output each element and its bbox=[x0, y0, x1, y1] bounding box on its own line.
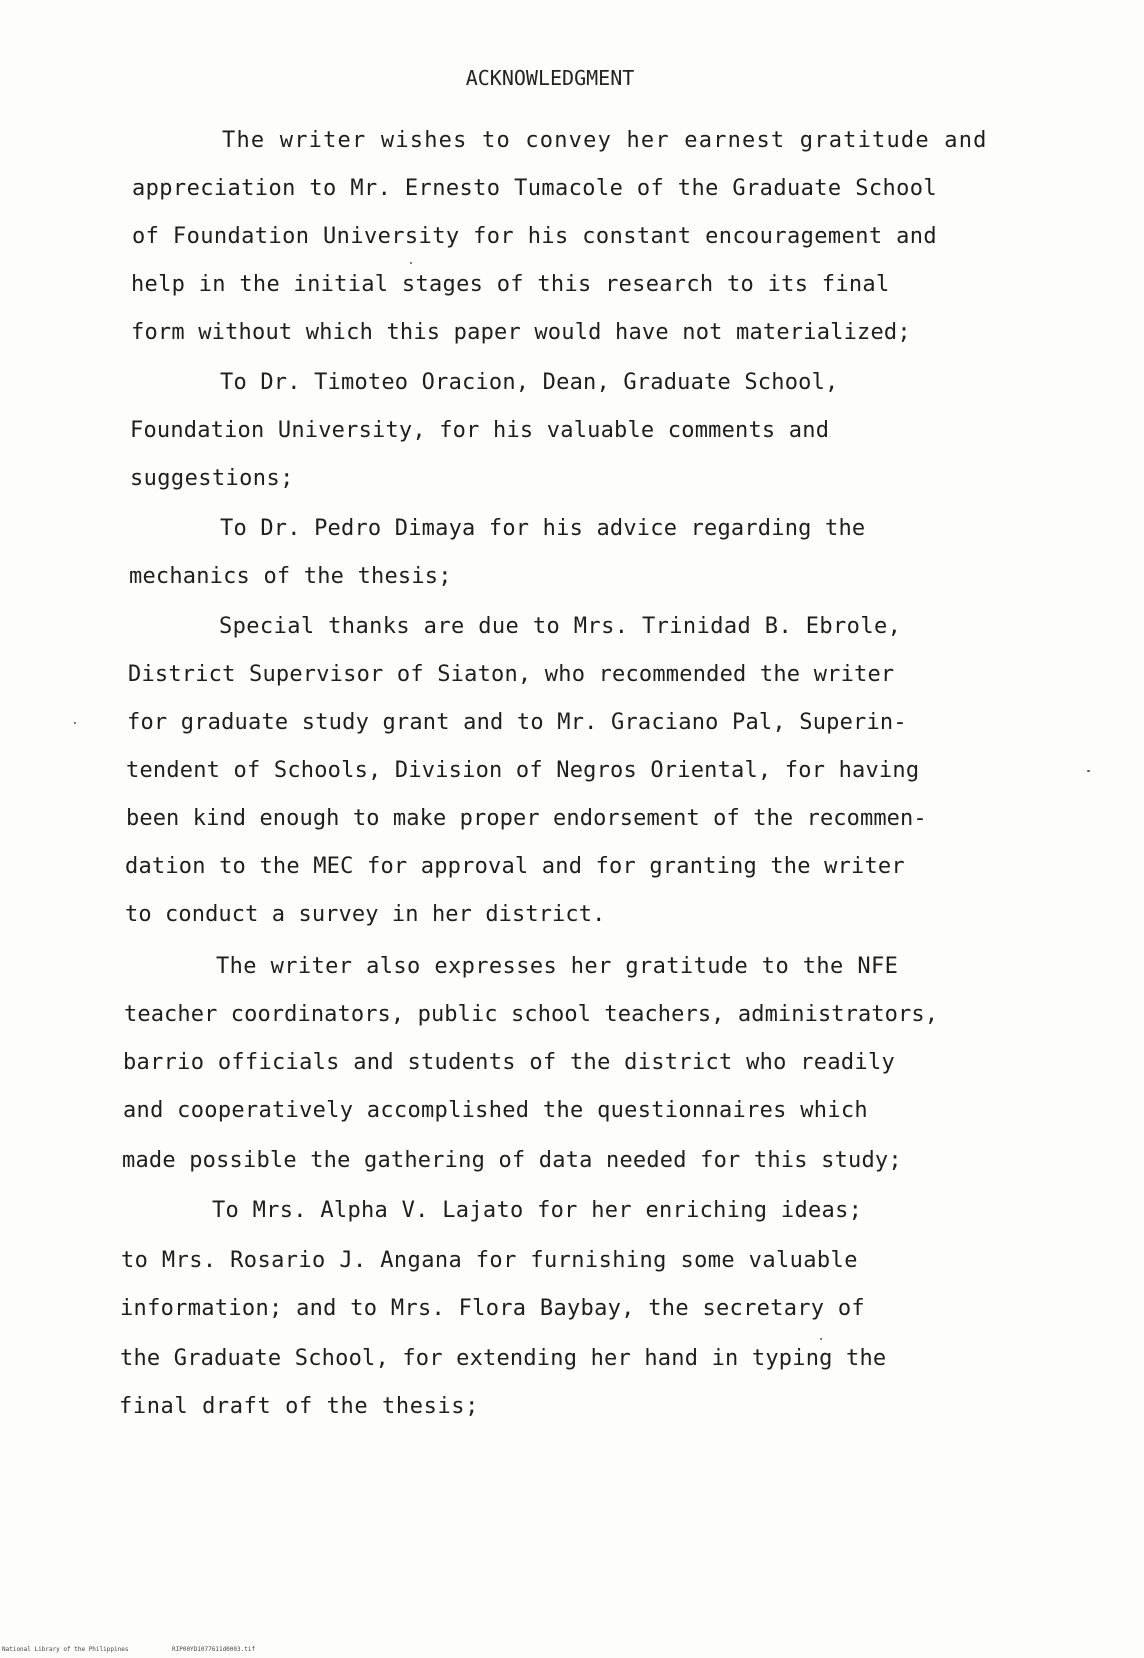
text-line: teacher coordinators, public school teachers, administrators, bbox=[124, 1002, 939, 1027]
text-line: been kind enough to make proper endorsement of the recommen- bbox=[126, 806, 927, 831]
text-line: Special thanks are due to Mrs. Trinidad B. Ebrole, bbox=[219, 614, 902, 639]
page-title: ACKNOWLEDGMENT bbox=[465, 66, 635, 90]
text-line: To Mrs. Alpha V. Lajato for her enriching ideas; bbox=[212, 1198, 863, 1223]
text-line: Foundation University, for his valuable comments and bbox=[130, 418, 830, 443]
text-line: To Dr. Pedro Dimaya for his advice regarding the bbox=[220, 516, 866, 541]
text-line: and cooperatively accomplished the questionnaires which bbox=[123, 1098, 868, 1123]
scan-speck bbox=[74, 722, 76, 724]
footer-file-id: RIP00YD1077611d0003.tif bbox=[172, 1646, 256, 1653]
scan-speck bbox=[820, 1338, 822, 1340]
text-line: the Graduate School, for extending her hand in typing the bbox=[120, 1346, 887, 1371]
text-line: final draft of the thesis; bbox=[119, 1394, 479, 1419]
text-line: The writer also expresses her gratitude to the NFE bbox=[216, 954, 899, 979]
text-line: made possible the gathering of data needed for this study; bbox=[122, 1148, 902, 1173]
text-line: to conduct a survey in her district. bbox=[125, 902, 606, 927]
text-line: To Dr. Timoteo Oracion, Dean, Graduate School, bbox=[220, 370, 839, 395]
text-line: The writer wishes to convey her earnest gratitude and bbox=[222, 128, 988, 153]
text-line: dation to the MEC for approval and for granting the writer bbox=[125, 854, 905, 879]
text-line: for graduate study grant and to Mr. Graciano Pal, Superin- bbox=[127, 710, 907, 735]
text-line: help in the initial stages of this research to its final bbox=[131, 272, 890, 297]
text-line: information; and to Mrs. Flora Baybay, the secretary of bbox=[120, 1296, 865, 1321]
footer-library-credit: National Library of the Philippines bbox=[2, 1646, 129, 1653]
text-line: tendent of Schools, Division of Negros Oriental, for having bbox=[126, 758, 920, 783]
text-line: mechanics of the thesis; bbox=[129, 564, 452, 589]
text-line: appreciation to Mr. Ernesto Tumacole of the Graduate School bbox=[132, 176, 938, 201]
text-line: of Foundation University for his constant encouragement and bbox=[132, 224, 938, 249]
scan-speck bbox=[410, 262, 412, 264]
text-line: District Supervisor of Siaton, who recommended the writer bbox=[128, 662, 895, 687]
text-line: suggestions; bbox=[130, 466, 294, 491]
text-line: form without which this paper would have not materialized; bbox=[131, 320, 911, 345]
text-line: to Mrs. Rosario J. Angana for furnishing some valuable bbox=[121, 1248, 858, 1273]
scan-speck bbox=[1087, 770, 1090, 772]
text-line: barrio officials and students of the district who readily bbox=[123, 1050, 896, 1075]
